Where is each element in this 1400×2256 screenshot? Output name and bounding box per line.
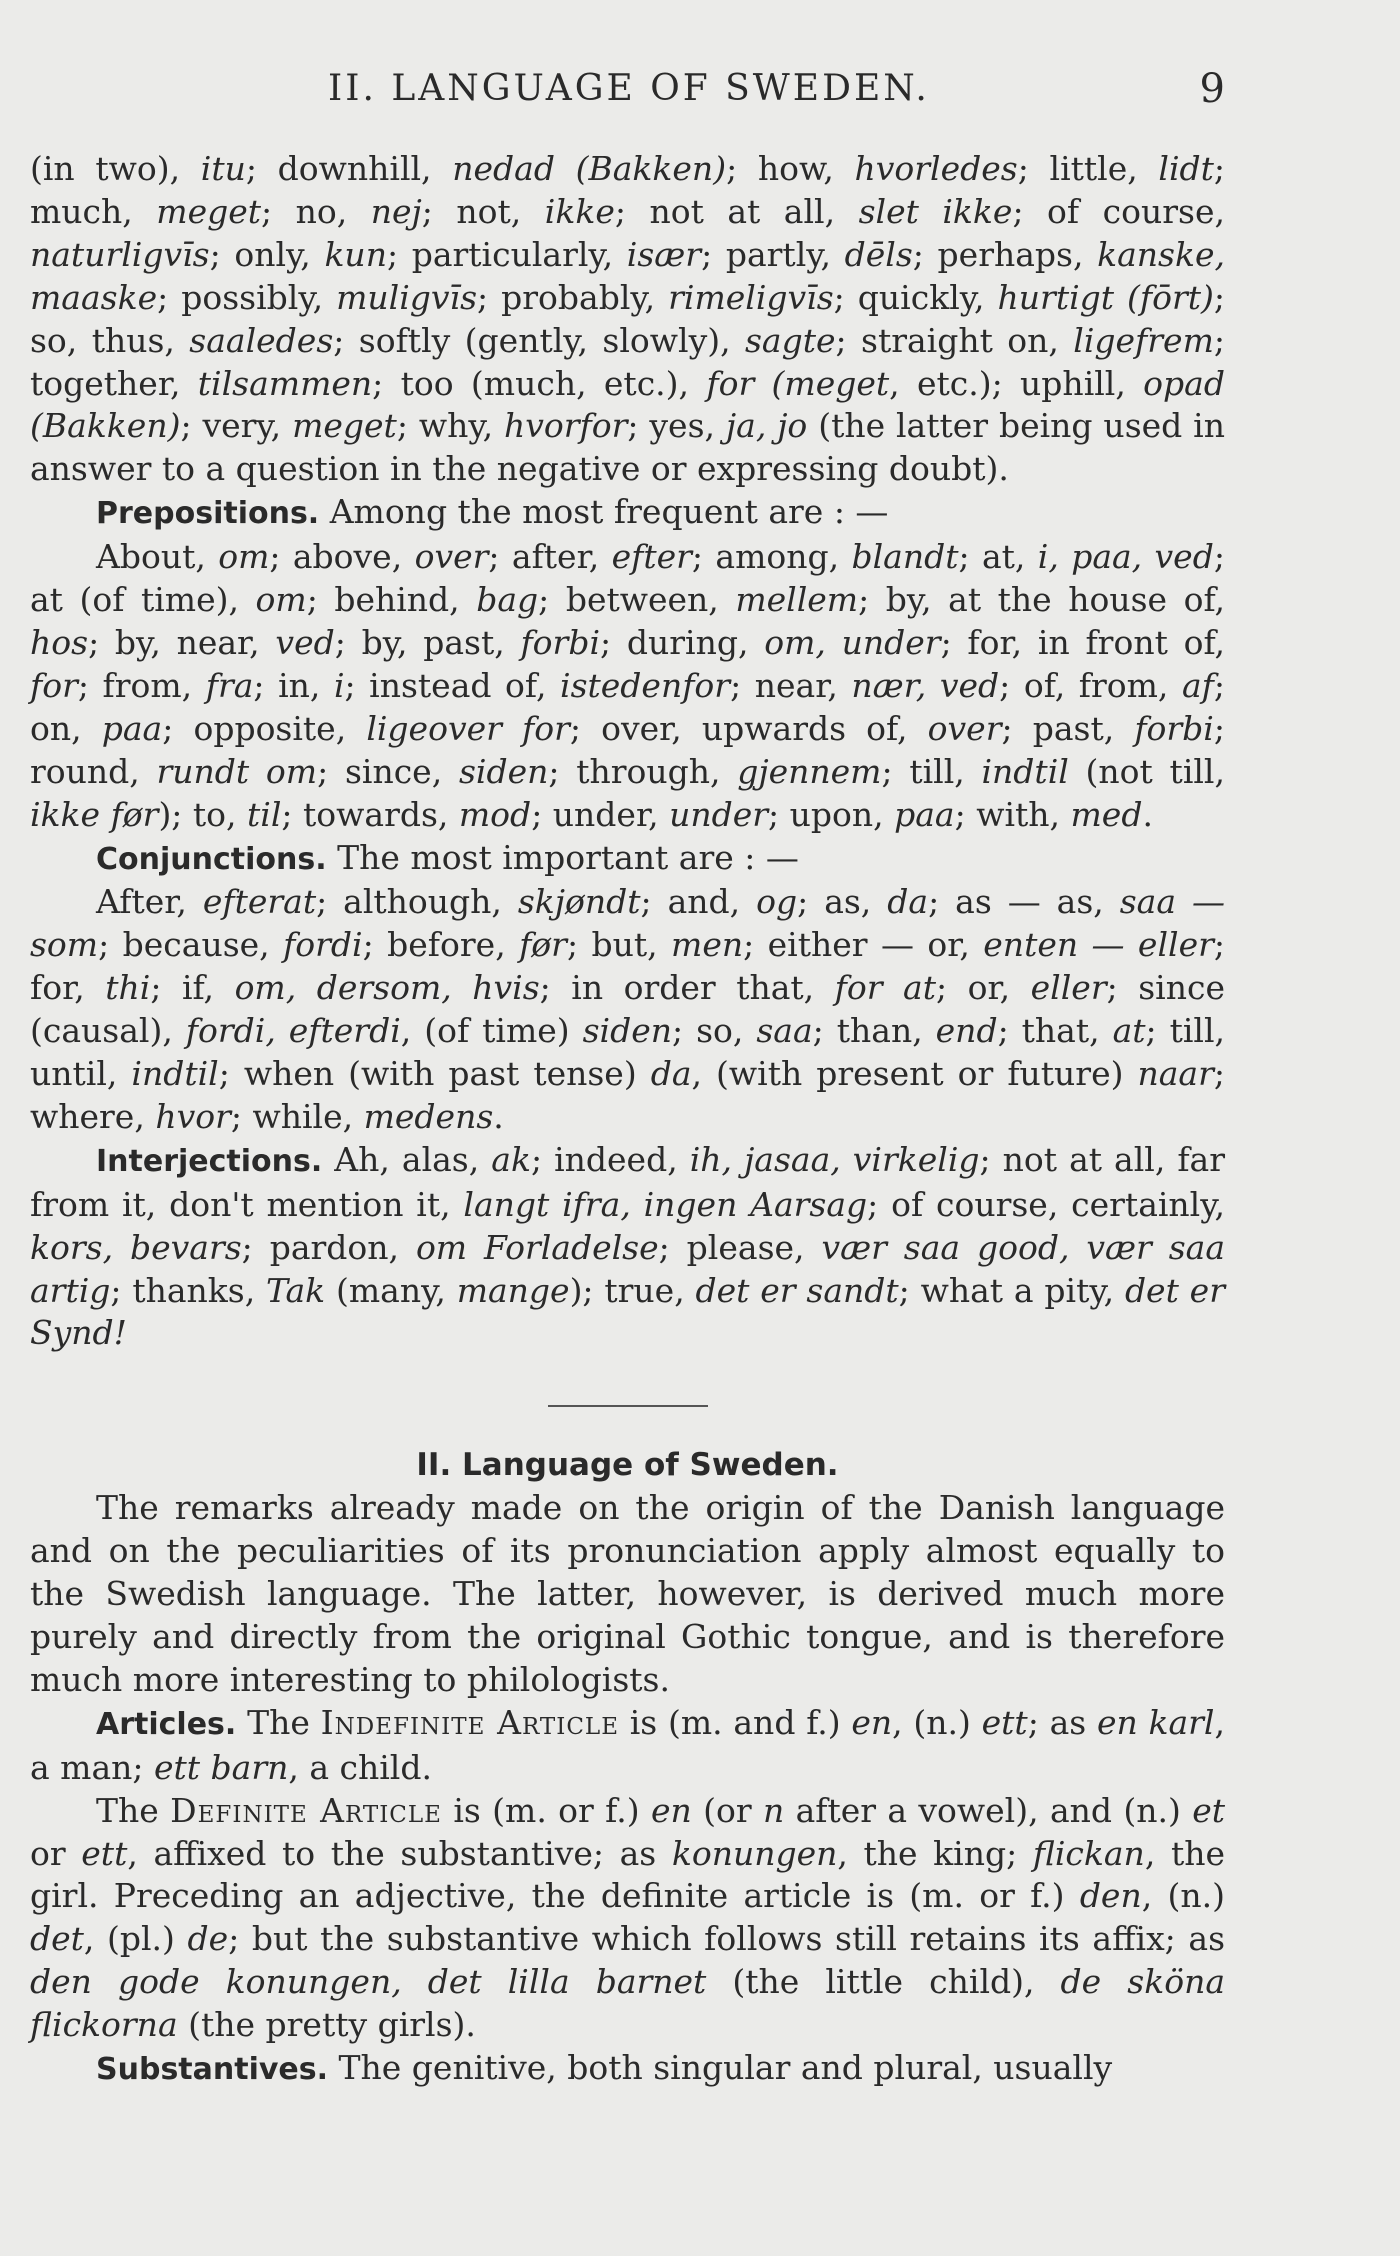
foreign-term: under (669, 794, 769, 834)
foreign-term: istedenfor (560, 665, 731, 705)
foreign-term: ett barn (154, 1747, 289, 1787)
foreign-term: over (927, 708, 1002, 748)
foreign-term: itu (200, 149, 246, 188)
foreign-term: forbi (1134, 708, 1214, 748)
foreign-term: blandt (851, 537, 959, 577)
interjections-paragraph: Interjections. Ah, alas, ak; indeed, ih, jasaa, virkelig; not at all, far from it, don't mention it, langt ifra, ingen Aarsag; of course, certainly, kors, bevars; pardon, om Forladelse; please, vær saa good, vær saa artig; thanks, Tak (many, mange); true, det er sandt; what a pity, det er Synd! (30, 1139, 1226, 1353)
foreign-term: sagte (744, 320, 836, 360)
foreign-term: en (851, 1702, 893, 1742)
foreign-term: da (650, 1054, 692, 1094)
section-heading-text: II. Language of Sweden. (416, 1447, 839, 1484)
foreign-term: meget (156, 191, 262, 231)
foreign-term: ett (81, 1833, 128, 1873)
foreign-term: ved (275, 622, 335, 662)
foreign-term: flickan (1032, 1833, 1145, 1873)
foreign-term: en karl (1096, 1702, 1215, 1742)
foreign-term: eller (1030, 968, 1107, 1008)
foreign-term: ak (491, 1139, 531, 1179)
foreign-term: indtil (981, 751, 1069, 791)
foreign-term: forbi (520, 622, 601, 662)
foreign-term: paa (894, 794, 955, 834)
foreign-term: medens (363, 1096, 494, 1136)
foreign-term: før (519, 925, 567, 965)
foreign-term: konungen (671, 1833, 838, 1873)
foreign-term: indtil (131, 1054, 219, 1094)
foreign-term: lidt (1158, 149, 1214, 188)
foreign-term: om (218, 537, 270, 577)
foreign-term: nær, ved (851, 665, 1000, 705)
foreign-term: ligeover for (366, 708, 570, 748)
foreign-term: især (626, 234, 702, 274)
foreign-term: det er Synd! (30, 1270, 1225, 1353)
foreign-term: om (255, 580, 307, 620)
foreign-term: det er sandt (695, 1270, 899, 1310)
foreign-term: over (414, 537, 489, 577)
foreign-term: da (887, 882, 929, 922)
foreign-term: det (30, 1919, 84, 1959)
foreign-term: ih, jasaa, virkelig (689, 1139, 980, 1179)
foreign-term: fordi, efterdi (185, 1011, 401, 1051)
page-number: 9 (1199, 66, 1225, 112)
foreign-term: om, dersom, hvis (234, 968, 540, 1008)
section-heading (30, 1443, 1225, 1487)
prepositions-paragraph: About, om; above, over; after, efter; among, blandt; at, i, paa, ved; at (of time), om; behind, bag; between, mellem; by, at the house of, hos; by, near, ved; by, past, forbi; during, om, under; for, in front of, for; from, fra; in, i; instead of, istedenfor; near, nær, ved; of, from, af; on, paa; opposite, ligeover for; over, upwards of, over; past, forbi; round, rundt om; since, siden; through, gjennem; till, indtil (not till, ikke før); to, til; towards, mod; under, under; upon, paa; with, med. (30, 537, 1225, 834)
foreign-term: saaledes (189, 320, 334, 360)
foreign-term: naturligvīs (30, 234, 210, 274)
foreign-term: opad (Bakken) (30, 363, 1225, 446)
foreign-term: Tak (266, 1270, 326, 1310)
paragraph-lead: Conjunctions. (96, 841, 327, 877)
foreign-term: et (1192, 1790, 1225, 1830)
foreign-term: efter (611, 537, 692, 577)
foreign-term: skjøndt (517, 882, 641, 922)
paragraph-lead: Prepositions. (96, 496, 320, 532)
foreign-term: at (1112, 1011, 1146, 1051)
foreign-term: til (247, 794, 282, 834)
foreign-term: saa — som (30, 882, 1225, 965)
foreign-term: dēls (844, 234, 913, 274)
foreign-term: i, paa, ved (1037, 537, 1214, 577)
foreign-term: nedad (Bakken) (452, 149, 727, 188)
foreign-term: en (650, 1790, 692, 1830)
section-divider (548, 1405, 708, 1407)
foreign-term: muligvīs (336, 277, 478, 317)
sweden-intro-paragraph: The remarks already made on the origin of the Danish language and on the peculiarities of its pronunciation apply almost equally to the Swedish language. The latter, however, is derived much more purely and directly from the original Gothic tongue, and is therefore much more interesting to philologists. (30, 1488, 1225, 1699)
paragraph-lead: Articles. (96, 1706, 237, 1742)
articles-definite-paragraph: The Definite Article is (m. or f.) en (or n after a vowel), and (n.) et or ett, affixed to the substantive; as konungen, the king; flickan, the girl. Preceding an adjective, the definite article is (m. or f.) den, (n.) det, (pl.) de; but the substantive which follows still retains its affix; as den gode konungen, det lilla barnet (the little child), de sköna flickorna (the pretty girls). (30, 1790, 1225, 2045)
foreign-term: om Forladelse (415, 1227, 659, 1267)
foreign-term: for (meget (706, 363, 890, 403)
foreign-term: mod (458, 794, 532, 834)
foreign-term: mange (456, 1270, 570, 1310)
foreign-term: hvor (155, 1096, 231, 1136)
foreign-term: vær saa good, vær saa artig (30, 1227, 1225, 1310)
foreign-term: ja, jo (725, 406, 808, 446)
small-caps-term: Definite Article (170, 1790, 442, 1830)
adverbs-paragraph: (in two), itu; downhill, nedad (Bakken); how, hvorledes; little, lidt; much, meget; no, nej; not, ikke; not at all, slet ikke; of course, naturligvīs; only, kun; particularly, især; partly, dēls; perhaps, kanske, maaske; possibly, muligvīs; probably, rimeligvīs; quickly, hurtigt (fōrt); so, thus, saaledes; softly (gently, slowly), sagte; straight on, ligefrem; together, tilsammen; too (much, etc.), for (meget, etc.); uphill, opad (Bakken); very, meget; why, hvorfor; yes, ja, jo (the latter being used in answer to a question in the negative or expressing doubt). (30, 149, 1226, 489)
foreign-term: hvorledes (854, 149, 1018, 188)
foreign-term: end (935, 1011, 998, 1051)
foreign-term: med (1070, 794, 1143, 834)
paragraph-lead: Interjections. (96, 1143, 323, 1179)
foreign-term: ligefrem (1073, 320, 1214, 360)
foreign-term: siden (458, 751, 549, 791)
page-body (30, 148, 1225, 2092)
foreign-term: men (671, 925, 744, 965)
foreign-term: langt ifra, ingen Aarsag (463, 1184, 868, 1224)
foreign-term: thi (105, 968, 151, 1008)
foreign-term: kun (324, 234, 387, 274)
articles-indefinite-paragraph: Articles. The Indefinite Article is (m. and f.) en, (n.) ett; as en karl, a man; ett barn, a child. (30, 1702, 1225, 1787)
foreign-term: for (30, 665, 78, 705)
foreign-term: og (756, 882, 798, 922)
foreign-term: hos (30, 622, 89, 662)
foreign-term: paa (101, 708, 163, 748)
foreign-term: mellem (735, 580, 859, 620)
foreign-term: om, under (764, 622, 941, 662)
foreign-term: hvorfor (503, 406, 628, 446)
foreign-term: kors, bevars (30, 1227, 242, 1267)
foreign-term: rimeligvīs (668, 277, 834, 317)
foreign-term: enten — eller (983, 925, 1214, 965)
foreign-term: nej (370, 191, 422, 231)
foreign-term: bag (476, 580, 539, 620)
small-caps-term: Indefinite Article (320, 1702, 619, 1742)
foreign-term: meget (292, 406, 397, 446)
foreign-term: for at (834, 968, 936, 1008)
foreign-term: fordi (283, 925, 363, 965)
substantives-paragraph: Substantives. The genitive, both singular and plural, usually (96, 2048, 1113, 2088)
foreign-term: naar (1137, 1054, 1214, 1094)
foreign-term: ikke før (30, 794, 159, 834)
prepositions-heading: Prepositions. Among the most frequent are : — (96, 492, 889, 532)
page-header (30, 62, 1225, 122)
foreign-term: kanske, maaske (30, 234, 1225, 317)
foreign-term: saa (756, 1011, 813, 1051)
foreign-term: i (333, 665, 345, 705)
paragraph-lead: Substantives. (96, 2052, 329, 2088)
foreign-term: de sköna flickorna (30, 1962, 1225, 2045)
foreign-term: af (1181, 665, 1214, 705)
foreign-term: tilsammen (197, 363, 373, 403)
foreign-term: ikke (544, 191, 615, 231)
foreign-term: siden (582, 1011, 673, 1051)
foreign-term: hurtigt (fōrt) (997, 277, 1214, 317)
conjunctions-paragraph: After, efterat; although, skjøndt; and, og; as, da; as — as, saa — som; because, fordi; before, før; but, men; either — or, enten — eller; for, thi; if, om, dersom, hvis; in order that, for at; or, eller; since (causal), fordi, efterdi, (of time) siden; so, saa; than, end; that, at; till, until, indtil; when (with past tense) da, (with present or future) naar; where, hvor; while, medens. (30, 882, 1226, 1136)
foreign-term: rundt om (156, 751, 318, 791)
foreign-term: ett (981, 1702, 1028, 1742)
foreign-term: fra (205, 665, 254, 705)
foreign-term: de (187, 1919, 229, 1959)
foreign-term: gjennem (737, 751, 882, 791)
foreign-term: den (1079, 1876, 1142, 1916)
running-title: II. LANGUAGE OF SWEDEN. (328, 68, 930, 109)
conjunctions-heading: Conjunctions. The most important are : — (96, 837, 799, 877)
foreign-term: efterat (202, 882, 317, 922)
foreign-term: den gode konungen, det lilla barnet (30, 1962, 707, 2002)
foreign-term: slet ikke (858, 191, 1013, 231)
foreign-term: n (762, 1790, 785, 1830)
